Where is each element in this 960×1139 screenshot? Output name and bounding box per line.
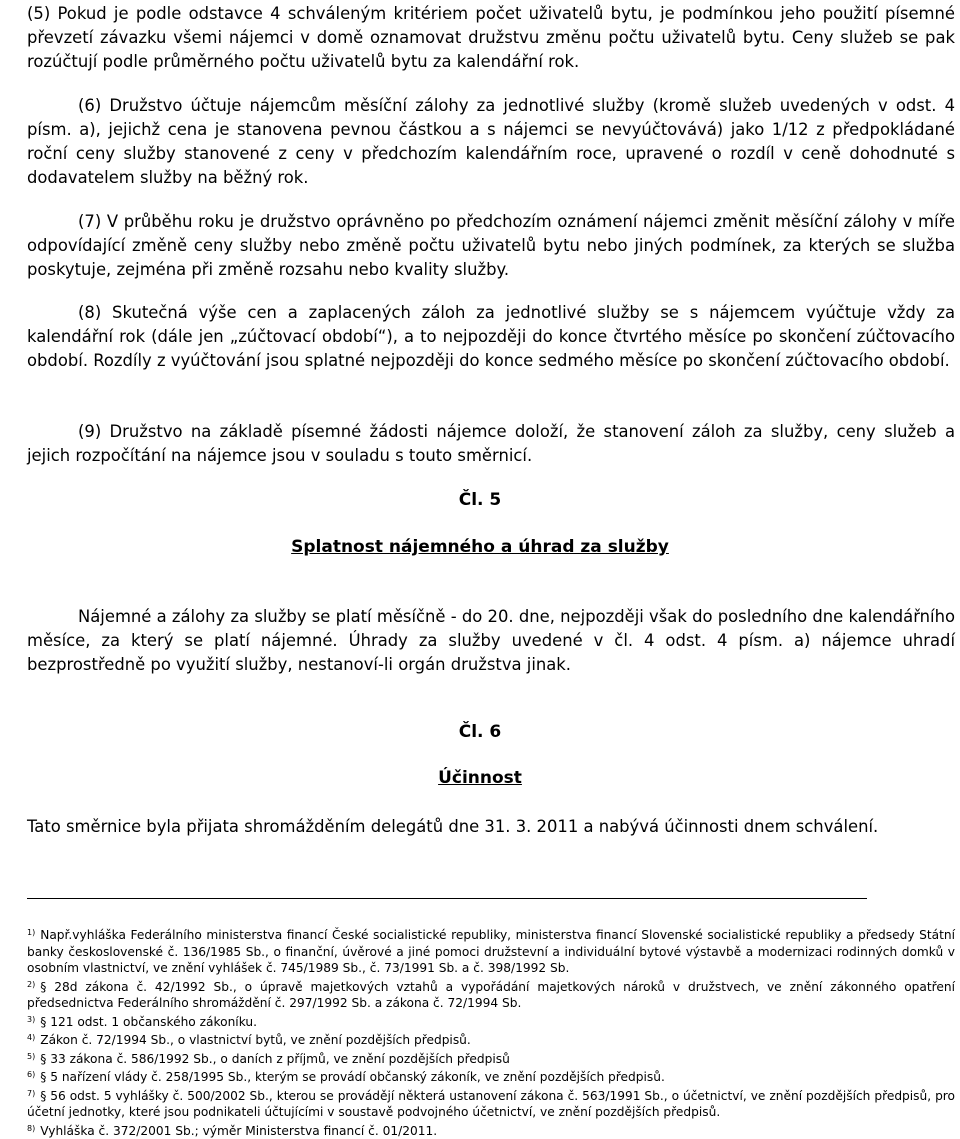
- paragraph-9: (9) Družstvo na základě písemné žádosti nájemce doloží, že stanovení záloh za služby, ceny služeb a jejich rozpočítání na nájemce jsou v souladu s touto směrnicí.: [27, 420, 955, 467]
- section-sign: §: [40, 1015, 46, 1029]
- footnote-text: 33 zákona č. 586/1992 Sb., o daních z příjmů, ve znění pozdějších předpisů: [50, 1052, 510, 1066]
- footnote-separator: [27, 898, 867, 899]
- footnotes: [27, 925, 955, 1139]
- footnote-mark: 7): [27, 1089, 35, 1098]
- footnote-mark: 1): [27, 928, 35, 937]
- section-sign: §: [40, 1089, 46, 1103]
- footnote-mark: 8): [27, 1124, 35, 1133]
- article-6-number: Čl. 6: [0, 722, 960, 742]
- footnote-text: Vyhláška č. 372/2001 Sb.; výměr Ministerstva financí č. 01/2011.: [40, 1124, 437, 1138]
- footnote-mark: 2): [27, 980, 35, 989]
- article-5-text: Nájemné a zálohy za služby se platí měsíčně - do 20. dne, nejpozději však do posledního dne kalendářního měsíce, za který se platí nájemné. Úhrady za služby uvedené v čl. 4 odst. 4 písm. a) nájemce uhradí bezprostředně po využití služby, nestanoví-li orgán družstva jinak.: [27, 605, 955, 676]
- paragraph-5: (5) Pokud je podle odstavce 4 schváleným kritériem počet uživatelů bytu, je podmínkou jeho použití písemné převzetí závazku všemi nájemci v domě oznamovat družstvu změnu počtu uživatelů bytu. Ceny služeb se pak rozúčtují podle průměrného počtu uživatelů bytu za kalendářní rok.: [27, 2, 955, 73]
- article-5-title: Splatnost nájemného a úhrad za služby: [0, 537, 960, 557]
- section-sign: §: [40, 1052, 46, 1066]
- footnote-text: 5 nařízení vlády č. 258/1995 Sb., kterým se provádí občanský zákoník, ve znění pozdějších předpisů.: [50, 1070, 665, 1084]
- footnote-6: [27, 1067, 955, 1086]
- footnote-3: [27, 1012, 955, 1031]
- paragraph-6: (6) Družstvo účtuje nájemcům měsíční zálohy za jednotlivé služby (kromě služeb uvedených v odst. 4 písm. a), jejichž cena je stanovena pevnou částkou a s nájemci se nevyúčtovává) jako 1/12 z předpokládané roční ceny služby stanovené z ceny v předchozím kalendářním roce, upravené o rozdíl v ceně dohodnuté s dodavatelem služby na běžný rok.: [27, 94, 955, 189]
- footnote-mark: 5): [27, 1052, 35, 1061]
- footnote-1: [27, 925, 955, 977]
- footnote-5: [27, 1049, 955, 1068]
- footnote-2: [27, 977, 955, 1012]
- paragraph-8: (8) Skutečná výše cen a zaplacených záloh za jednotlivé služby se s nájemcem vyúčtuje vždy za kalendářní rok (dále jen „zúčtovací období“), a to nejpozději do konce čtvrtého měsíce po skončení zúčtovacího období. Rozdíly z vyúčtování jsou splatné nejpozději do konce sedmého měsíce po skončení zúčtovacího období.: [27, 301, 955, 372]
- footnote-text: Zákon č. 72/1994 Sb., o vlastnictví bytů, ve znění pozdějších předpisů.: [40, 1033, 471, 1047]
- article-5-number: Čl. 5: [0, 490, 960, 510]
- section-sign: §: [40, 980, 46, 994]
- section-sign: §: [40, 1070, 46, 1084]
- footnote-4: [27, 1030, 955, 1049]
- footnote-text: 28d zákona č. 42/1992 Sb., o úpravě majetkových vztahů a vypořádání majetkových nároků v družstvech, ve znění zákonného opatření předsednictva Federálního shromáždění č. 297/1992 Sb. a zákona č. 72/1994 Sb.: [27, 980, 955, 1011]
- footnote-mark: 4): [27, 1033, 35, 1042]
- article-6-title: Účinnost: [0, 768, 960, 788]
- footnote-text: Např.vyhláška Federálního ministerstva financí České socialistické republiky, ministerstva financí Slovenské socialistické republiky a předsedy Státní banky československé č. 136/1985 Sb., o finanční, úvěrové a jiné pomoci družstevní a individuální bytové výstavbě a modernizaci rodinných domků v osobním vlastnictví, ve znění vyhlášek č. 745/1989 Sb., č. 73/1991 Sb. a č. 398/1992 Sb.: [27, 928, 955, 975]
- footnote-mark: 6): [27, 1070, 35, 1079]
- footnote-mark: 3): [27, 1015, 35, 1024]
- article-6-text: Tato směrnice byla přijata shromážděním delegátů dne 31. 3. 2011 a nabývá účinnosti dnem schválení.: [27, 815, 955, 839]
- footnote-7: [27, 1086, 955, 1121]
- paragraph-7: (7) V průběhu roku je družstvo oprávněno po předchozím oznámení nájemci změnit měsíční zálohy v míře odpovídající změně ceny služby nebo změně počtu uživatelů bytu nebo jiných podmínek, za kterých se služba poskytuje, zejména při změně rozsahu nebo kvality služby.: [27, 210, 955, 281]
- footnote-text: 56 odst. 5 vyhlášky č. 500/2002 Sb., kterou se provádějí některá ustanovení zákona č. 563/1991 Sb., o účetnictví, ve znění pozdějších předpisů, pro účetní jednotky, které jsou podnikateli účtujícími v soustavě podvojného účetnictví, ve znění pozdějších předpisů.: [27, 1089, 955, 1120]
- footnote-8: [27, 1121, 955, 1139]
- footnote-text: 121 odst. 1 občanského zákoníku.: [50, 1015, 257, 1029]
